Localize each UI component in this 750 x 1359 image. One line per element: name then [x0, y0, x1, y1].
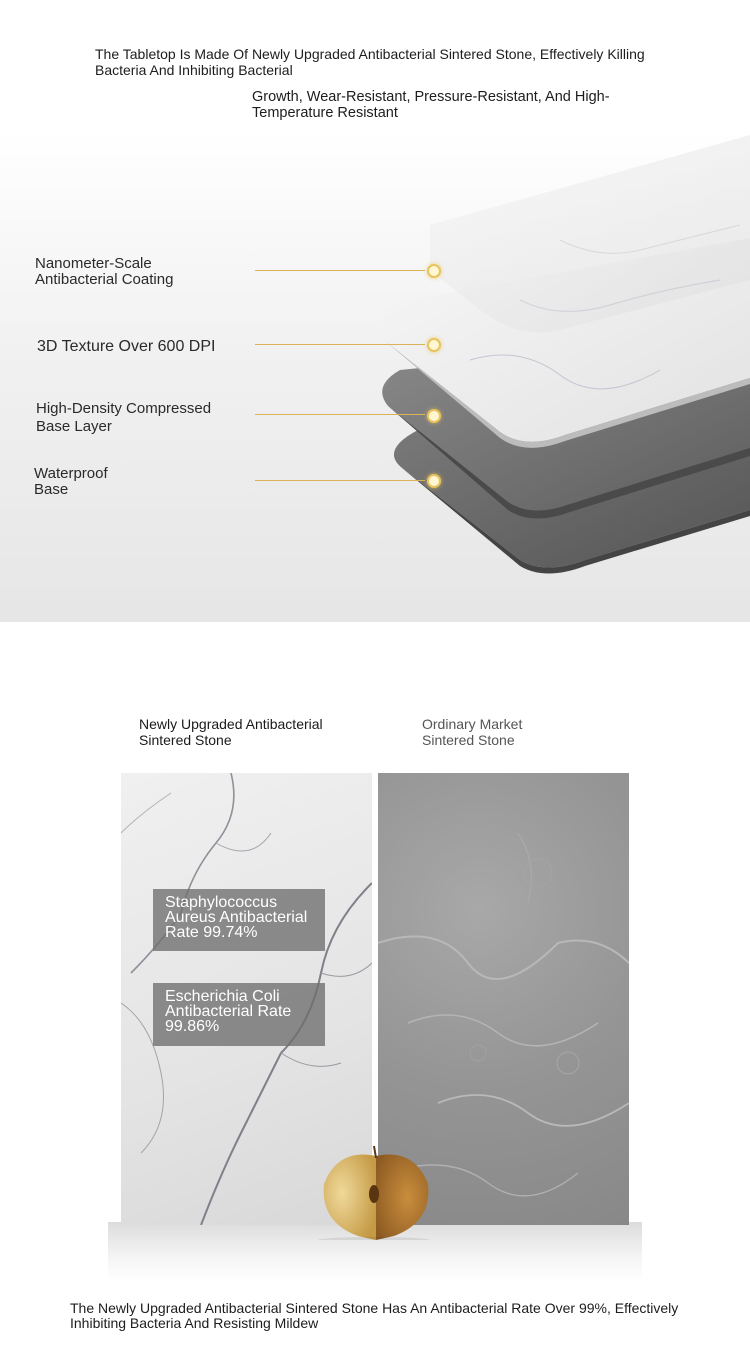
layers-illustration-panel [0, 130, 750, 622]
marker-dot-waterproof [427, 474, 441, 488]
intro-line-1: The Tabletop Is Made Of Newly Upgraded Antibacterial Sintered Stone, Effectively Killing Bacteria And Inhibiting Bacterial [95, 46, 645, 78]
leader-line-waterproof [255, 480, 425, 481]
ecoli-stat-text: Escherichia Coli Antibacterial Rate 99.86% [165, 988, 292, 1035]
layer-label-texture: 3D Texture Over 600 DPI [37, 338, 216, 355]
right-column-heading: Ordinary Market Sintered Stone [422, 716, 523, 748]
marker-dot-texture [427, 338, 441, 352]
staph-stat-box [153, 889, 325, 951]
ecoli-stat-box [153, 983, 325, 1046]
layer-label-coating: Nanometer-Scale Antibacterial Coating [35, 255, 174, 288]
marker-dot-compressed [427, 409, 441, 423]
leader-line-coating [255, 270, 425, 271]
apple-illustration [318, 1144, 434, 1240]
layered-slab-illustration [0, 130, 750, 622]
leader-line-texture [255, 344, 425, 345]
footer-summary: The Newly Upgraded Antibacterial Sintered Stone Has An Antibacterial Rate Over 99%, Effectively Inhibiting Bacteria And Resisting Mildew [70, 1300, 679, 1331]
marker-dot-coating [427, 264, 441, 278]
intro-line-2: Growth, Wear-Resistant, Pressure-Resistant, And High-Temperature Resistant [252, 89, 610, 121]
left-column-heading: Newly Upgraded Antibacterial Sintered Stone [139, 716, 323, 748]
leader-line-compressed [255, 414, 425, 415]
staph-stat-text: Staphylococcus Aureus Antibacterial Rate 99.74% [165, 894, 308, 941]
layer-label-waterproof: Waterproof Base [34, 465, 108, 498]
layer-label-compressed: High-Density Compressed Base Layer [36, 400, 212, 435]
